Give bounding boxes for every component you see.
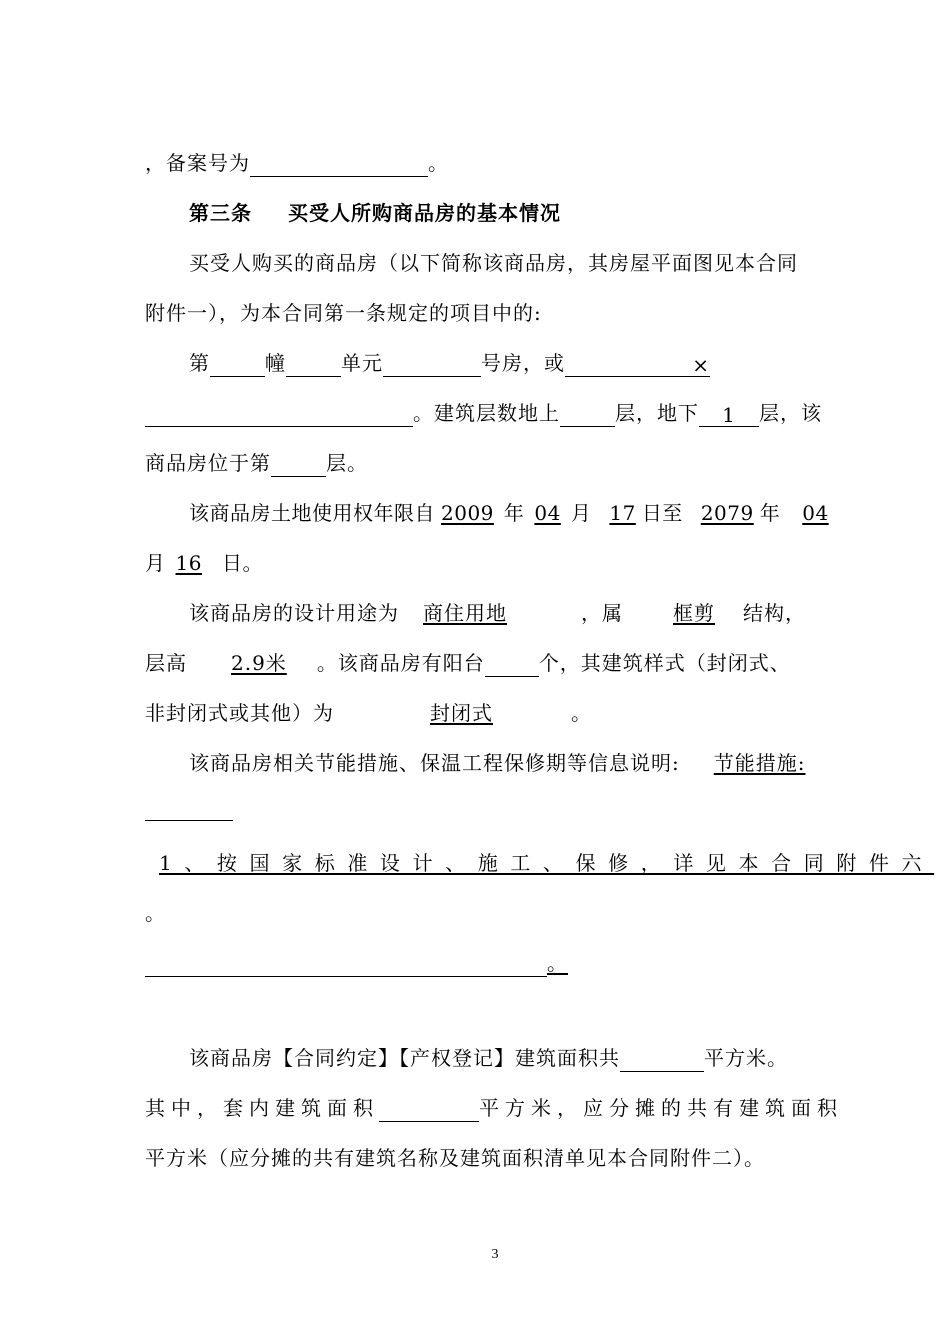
unit-location-line: 第 幢 单元 号房，或 × bbox=[189, 351, 710, 377]
alternative-blank-2 bbox=[145, 404, 413, 427]
start-year: 2009 bbox=[441, 501, 494, 525]
energy-detail-line bbox=[145, 849, 935, 877]
paragraph-line: 附件一），为本合同第一条规定的项目中的: bbox=[145, 301, 542, 325]
filing-number-blank bbox=[250, 154, 428, 177]
paragraph-line: 买受人购买的商品房（以下简称该商品房，其房屋平面图见本合同 bbox=[189, 251, 798, 275]
period-line: 。 bbox=[145, 901, 166, 925]
total-area-blank bbox=[620, 1049, 704, 1072]
design-usage: 商住用地 bbox=[423, 601, 507, 625]
inner-area-blank bbox=[379, 1099, 479, 1122]
style-line: 非封闭式或其他）为 封闭式 。 bbox=[145, 701, 592, 725]
energy-measures-label: 节能措施: bbox=[713, 751, 806, 775]
energy-saving-line: 该商品房相关节能措施、保温工程保修期等信息说明: 节能措施: bbox=[189, 749, 894, 777]
balcony-count-blank bbox=[485, 654, 539, 677]
article-3-heading bbox=[189, 199, 894, 227]
end-year: 2079 bbox=[700, 501, 754, 525]
area-line: 该商品房【合同约定】【产权登记】建筑面积共 平方米。 bbox=[189, 1046, 788, 1070]
structure-type: 框剪 bbox=[673, 601, 715, 625]
land-use-term-line: 该商品房土地使用权年限自 2009 年 04 月 17 日至 2079 年 04 bbox=[189, 501, 829, 525]
filing-number-label: ，备案号为 bbox=[145, 151, 250, 175]
article-number: 第三条 bbox=[189, 201, 252, 225]
floor-height: 2.9米 bbox=[231, 651, 287, 675]
blank-line: 。 bbox=[145, 949, 850, 977]
page-number: 3 bbox=[491, 1247, 499, 1262]
floors-above-blank bbox=[560, 404, 615, 427]
start-day: 17 bbox=[609, 501, 636, 525]
end-month: 04 bbox=[802, 501, 829, 525]
floors-below-value: 1 bbox=[699, 404, 759, 427]
building-blank bbox=[210, 354, 265, 377]
shared-area-line: 平方米（应分摊的共有建筑名称及建筑面积清单见本合同附件二）。 bbox=[145, 1146, 765, 1170]
filing-number-line: ，备案号为 。 bbox=[145, 151, 449, 175]
room-blank bbox=[383, 354, 481, 377]
long-blank bbox=[145, 954, 547, 977]
floor-position-line: 商品房位于第 层。 bbox=[145, 451, 368, 475]
building-style: 封闭式 bbox=[430, 701, 493, 725]
inner-area-line: 其中，套内建筑面积 平方米，应分摊的共有建筑面积 bbox=[145, 1096, 843, 1120]
height-line: 层高 2.9米 。该商品房有阳台 个，其建筑样式（封闭式、 bbox=[145, 651, 791, 675]
usage-line: 该商品房的设计用途为 商住用地 ，属 框剪 结构， bbox=[189, 601, 806, 625]
unit-blank bbox=[286, 354, 341, 377]
alternative-blank: × bbox=[565, 354, 710, 377]
energy-measures-detail: 1、按国家标准设计、施工、保修，详见本合同附件六 bbox=[159, 851, 935, 875]
land-use-term-line-2: 月 16 日。 bbox=[145, 551, 263, 575]
floor-blank bbox=[271, 454, 326, 477]
start-month: 04 bbox=[534, 501, 561, 525]
end-day: 16 bbox=[175, 551, 202, 575]
floors-line: 。建筑层数地上 层，地下 1 层，该 bbox=[145, 399, 850, 427]
blank-rule bbox=[145, 820, 233, 821]
article-title: 买受人所购商品房的基本情况 bbox=[288, 201, 561, 225]
